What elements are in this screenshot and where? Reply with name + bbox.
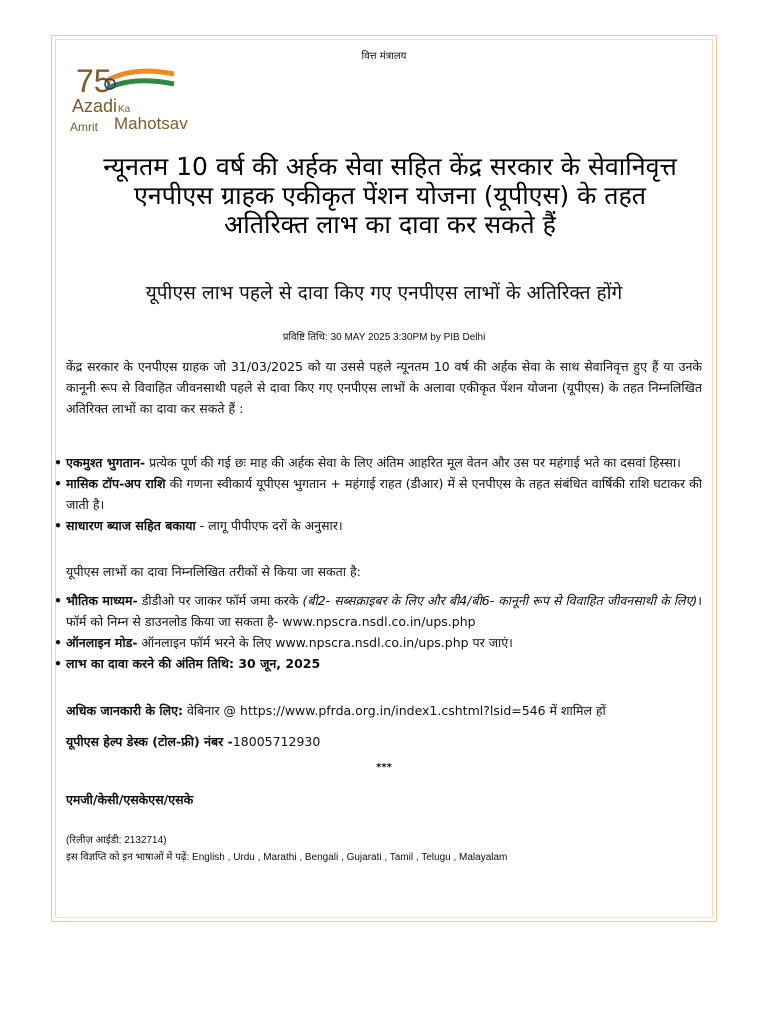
claim-methods-list: [54, 590, 702, 674]
page-subtitle: यूपीएस लाभ पहले से दावा किए गए एनपीएस लाभों के अतिरिक्त होंगे: [145, 282, 623, 304]
logo-mahotsav: Mahotsav: [114, 114, 188, 133]
ministry-name: वित्त मंत्रालय: [361, 51, 407, 62]
list-item: • साधारण ब्याज सहित बकाया - लागू पीपीएफ दरों के अनुसार।: [54, 515, 702, 536]
logo-amrit: Amrit: [70, 120, 98, 134]
release-id: (रिलीज़ आईडी: 2132714): [66, 835, 167, 846]
list-item: • ऑनलाइन मोड- ऑनलाइन फॉर्म भरने के लिए www.npscra.nsdl.co.in/ups.php पर जाएं।: [54, 632, 702, 653]
claim-methods-intro: यूपीएस लाभों का दावा निम्नलिखित तरीकों से किया जा सकता है:: [66, 564, 361, 579]
intro-paragraph: केंद्र सरकार के एनपीएस ग्राहक जो 31/03/2025 को या उससे पहले न्यूनतम 10 वर्ष की अर्हक सेवा के साथ सेवानिवृत्त हुए हैं या उनके कानूनी रूप से विवाहित जीवनसाथी पहले से दावा किए गए एनपीएस लाभों के अलावा एकीकृत पेंशन योजना (यूपीएस) के तहत निम्नलिखित अतिरिक्त लाभों का दावा कर सकते हैं :: [66, 359, 702, 416]
logo-number: 75: [76, 63, 112, 99]
posted-date: प्रविष्टि तिथि: 30 MAY 2025 3:30PM by PIB Delhi: [282, 332, 486, 343]
list-item: • भौतिक माध्यम- डीडीओ पर जाकर फॉर्म जमा करके (बी2- सब्सक्राइबर के लिए और बी4/बी6- कानूनी रूप से विवाहित जीवनसाथी के लिए)। फॉर्म को निम्न से डाउनलोड किया जा सकता है- www.npscra.nsdl.co.in/ups.php: [54, 590, 702, 632]
azadi-ka-amrit-mahotsav-logo: [70, 62, 200, 142]
list-item: • लाभ का दावा करने की अंतिम तिथि: 30 जून, 2025: [54, 653, 702, 674]
page-title: न्यूनतम 10 वर्ष की अर्हक सेवा सहित केंद्र सरकार के सेवानिवृत्त एनपीएस ग्राहक एकीकृत पेंशन योजना (यूपीएस) के तहत अतिरिक्त लाभ का दावा कर सकते हैं: [103, 152, 677, 239]
list-item: • एकमुश्त भुगतान- प्रत्येक पूर्ण की गई छः माह की अर्हक सेवा के लिए अंतिम आहरित मूल वेतन और उस पर महंगाई भते का दसवां हिस्सा।: [54, 452, 702, 473]
benefits-list: [54, 452, 702, 536]
helpdesk-number: यूपीएस हेल्प डेस्क (टोल-फ्री) नंबर -18005712930: [66, 734, 321, 749]
language-links: इस विज्ञप्ति को इन भाषाओं में पढ़ें: English , Urdu , Marathi , Bengali , Gujarati , Tamil , Telugu , Malayalam: [66, 852, 508, 863]
more-info: अधिक जानकारी के लिए: वेबिनार @ https://www.pfrda.org.in/index1.cshtml?lsid=546 में शामिल हों: [66, 703, 606, 718]
separator: ***: [376, 762, 392, 773]
list-item: • मासिक टॉप-अप राशि की गणना स्वीकार्य यूपीएस भुगतान + महंगाई राहत (डीआर) में से एनपीएस के तहत संबंधित वार्षिकी राशि घटाकर की जाती है।: [54, 473, 702, 515]
logo-ka: Ka: [118, 104, 131, 115]
logo-azadi: Azadi: [72, 96, 118, 116]
author-initials: एमजी/केसी/एसकेएस/एसके: [66, 792, 194, 807]
